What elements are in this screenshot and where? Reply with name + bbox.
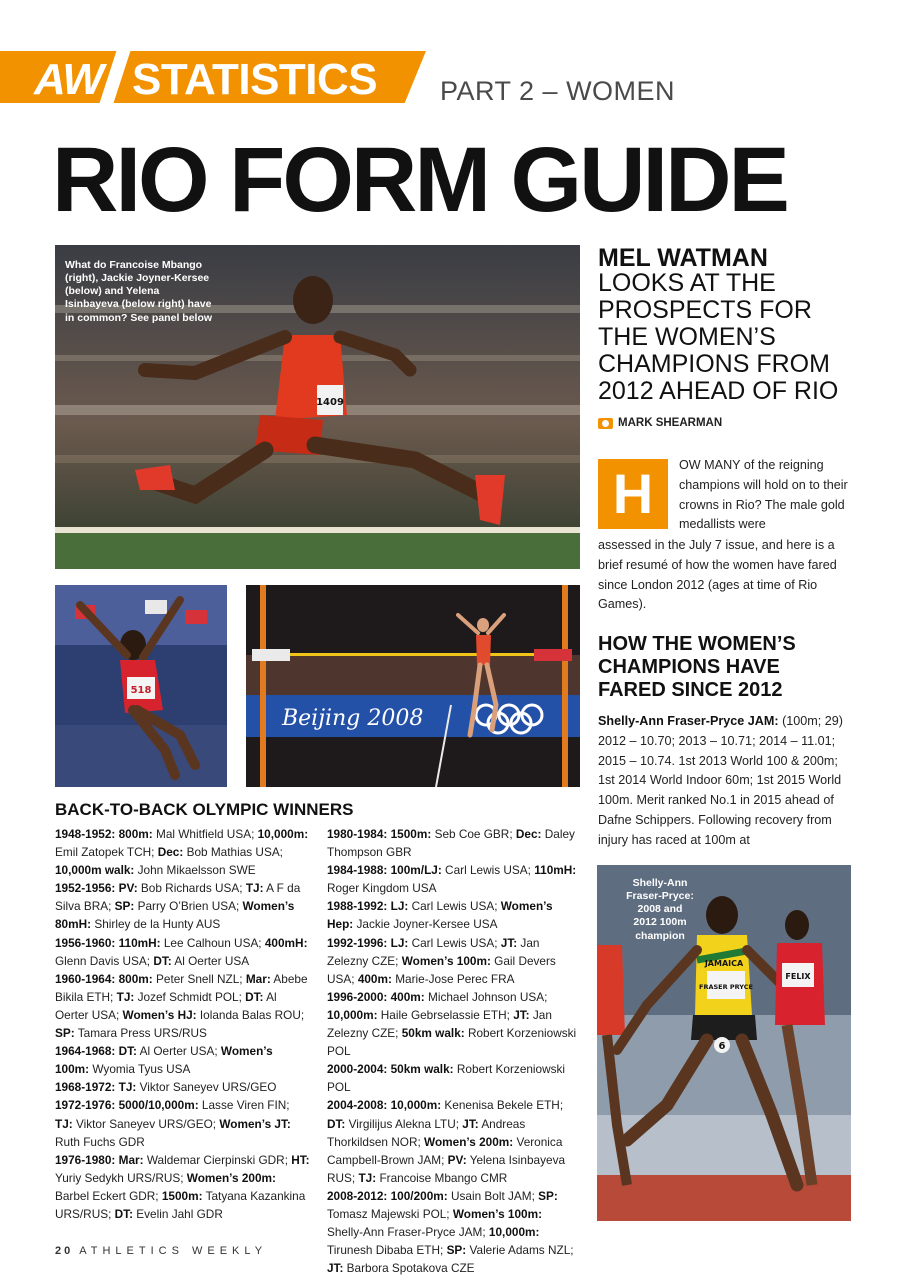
- page-footer: [55, 1245, 267, 1257]
- event-name: 1500m:: [390, 827, 432, 841]
- olympic-span-entry: [55, 825, 310, 879]
- olympic-span-entry: [55, 934, 310, 970]
- lane-number: 6: [718, 1041, 726, 1052]
- main-photo-mbango: [55, 245, 580, 569]
- olympic-span-years: 1948-1952:: [55, 827, 119, 841]
- winner-name: Lee Calhoun USA;: [160, 935, 265, 950]
- event-name: DT:: [114, 1206, 134, 1221]
- olympic-span-years: 2008-2012:: [327, 1188, 391, 1203]
- event-name: Women’s 200m:: [424, 1134, 514, 1149]
- main-photo-caption: What do Francoise Mbango (right), Jackie Joyner-Kersee (below) and Yelena Isinbayeva (below right) have in common? See panel below: [65, 259, 213, 324]
- event-name: 100m/LJ:: [390, 863, 442, 878]
- winner-name: Abebe Bikila ETH;: [55, 971, 308, 1004]
- event-name: 400m:: [357, 971, 392, 986]
- event-name: 100/200m:: [390, 1188, 448, 1203]
- winner-name: Tatyana Kazankina URS/RUS;: [55, 1188, 306, 1221]
- olympic-span-entry: [327, 988, 580, 1060]
- olympic-span-entry: [327, 897, 580, 933]
- mbango-bib: 1409: [316, 397, 344, 408]
- champion-details: (100m; 29) 2012 – 10.70; 2013 – 10.71; 2014 – 11.01; 2015 – 10.74. 1st 2013 World 100 & 200m; 1st 2014 World Indoor 60m; 1st 2015 World 100m. Merit ranked No.1 in 2015 ahead of Dafne Schippers. Following recovery from injury has raced at 100m at: [598, 714, 843, 847]
- event-name: LJ:: [390, 899, 409, 914]
- olympic-span-entry: [55, 1151, 310, 1223]
- olympic-span-years: 1968-1972:: [55, 1080, 119, 1095]
- brand-logo: AW: [34, 55, 103, 104]
- event-name: Women’s HJ:: [122, 1007, 197, 1022]
- back-to-back-left-column: [55, 825, 310, 1223]
- winner-name: Daley Thompson GBR: [327, 827, 575, 860]
- winner-name: Bob Richards USA;: [137, 881, 246, 896]
- event-name: Women’s 80mH:: [55, 899, 295, 932]
- olympic-span-years: 1992-1996:: [327, 935, 391, 950]
- olympic-span-entry: [327, 1096, 580, 1186]
- event-name: Women’s 100m:: [401, 953, 491, 968]
- winner-name: Al Oerter USA: [171, 953, 250, 968]
- olympic-span-years: 2004-2008:: [327, 1098, 391, 1113]
- intro-paragraph-end: assessed in the July 7 issue, and here is a brief resumé of how the women have fared since London 2012 (ages at time of Rio Games).: [598, 538, 837, 612]
- winner-name: Yelena Isinbayeva RUS;: [327, 1152, 566, 1185]
- olympic-span-entry: [55, 1096, 310, 1150]
- intro-paragraph-start: OW MANY of the reigning champions will hold on to their crowns in Rio? The male gold medallists were: [679, 458, 848, 532]
- winner-name: Veronica Campbell-Brown JAM;: [327, 1134, 563, 1167]
- olympic-span-entry: [55, 879, 310, 933]
- section-label: STATISTICS: [132, 55, 378, 104]
- event-name: DT:: [245, 989, 264, 1004]
- winner-name: Virgilijus Alekna LTU;: [345, 1116, 463, 1131]
- beijing-banner: Beijing 2008: [282, 706, 424, 731]
- olympic-span-years: 1960-1964:: [55, 971, 119, 986]
- winner-name: Parry O’Brien USA;: [134, 899, 243, 914]
- fraser-vest: JAMAICA: [704, 959, 744, 968]
- part-label: PART 2 – WOMEN: [440, 76, 676, 106]
- winner-name: Tomasz Majewski POL;: [327, 1206, 453, 1221]
- winner-name: Francoise Mbango CMR: [376, 1170, 508, 1185]
- publication-name: ATHLETICS WEEKLY: [79, 1245, 268, 1257]
- winner-name: Haile Gebrselassie ETH;: [377, 1007, 514, 1022]
- event-name: LJ:: [390, 935, 409, 950]
- standfirst: LOOKS AT THE PROSPECTS FOR THE WOMEN’S CHAMPIONS FROM 2012 AHEAD OF RIO: [598, 269, 839, 405]
- winner-name: Glenn Davis USA;: [55, 953, 154, 968]
- event-name: JT:: [500, 935, 518, 950]
- event-name: 110mH:: [118, 935, 161, 950]
- winner-name: Viktor Saneyev URS/GEO: [136, 1080, 277, 1095]
- winner-name: Peter Snell NZL;: [152, 971, 246, 986]
- winner-name: Bob Mathias USA;: [183, 845, 283, 860]
- olympic-span-entry: [327, 825, 580, 861]
- event-name: HT:: [291, 1152, 310, 1167]
- winner-name: Mal Whitfield USA;: [152, 827, 258, 841]
- event-name: TJ:: [358, 1170, 377, 1185]
- fraser-photo-caption: Shelly-Ann Fraser-Pryce: 2008 and 2012 100m champion: [626, 877, 694, 942]
- event-name: Dec:: [515, 827, 542, 841]
- back-to-back-heading: BACK-TO-BACK OLYMPIC WINNERS: [55, 800, 354, 819]
- winner-name: Tamara Press URS/RUS: [74, 1026, 207, 1041]
- event-name: DT:: [153, 953, 172, 968]
- event-name: 10,000m:: [327, 1007, 378, 1022]
- winner-name: Barbora Spotakova CZE: [343, 1261, 475, 1276]
- photo-isinbayeva: [246, 585, 580, 787]
- winner-name: Jackie Joyner-Kersee USA: [353, 917, 498, 932]
- event-name: TJ:: [55, 1116, 73, 1131]
- olympic-span-entry: [327, 861, 580, 897]
- winner-name: Robert Korzeniowski POL: [327, 1062, 566, 1095]
- event-name: 10,000m:: [488, 1225, 540, 1240]
- winner-name: John Mikaelsson SWE: [134, 863, 256, 878]
- event-name: Women’s JT:: [219, 1116, 291, 1131]
- fraser-bib: FRASER PRYCE: [699, 983, 753, 991]
- olympic-span-years: 1980-1984:: [327, 827, 391, 841]
- winner-name: Viktor Saneyev URS/GEO;: [72, 1116, 220, 1131]
- event-name: Dec:: [157, 845, 184, 860]
- event-name: 800m:: [118, 827, 153, 841]
- winner-name: Seb Coe GBR;: [431, 827, 516, 841]
- winner-name: Emil Zatopek TCH;: [55, 845, 158, 860]
- winner-name: Kenenisa Bekele ETH;: [441, 1098, 564, 1113]
- event-name: Women’s 100m:: [55, 1044, 273, 1077]
- photo-credit: [598, 417, 722, 429]
- event-name: Mar:: [118, 1152, 144, 1167]
- drop-cap: H: [598, 459, 668, 529]
- event-name: TJ:: [245, 881, 264, 896]
- winner-name: Lasse Viren FIN;: [198, 1098, 290, 1113]
- winner-name: Tirunesh Dibaba ETH;: [327, 1243, 447, 1258]
- olympic-span-years: 1988-1992:: [327, 899, 391, 914]
- author-name: MEL WATMAN: [598, 244, 768, 272]
- olympic-span-years: 1972-1976:: [55, 1098, 119, 1113]
- winner-name: Valerie Adams NZL;: [466, 1243, 574, 1258]
- event-name: JT:: [462, 1116, 479, 1131]
- event-name: 800m:: [118, 971, 153, 986]
- jjk-bib: 518: [130, 685, 152, 696]
- event-name: DT:: [118, 1044, 137, 1059]
- event-name: 10,000m:: [257, 827, 309, 841]
- winner-name: Carl Lewis USA;: [408, 935, 501, 950]
- event-name: JT:: [327, 1261, 344, 1276]
- event-name: Women’s 200m:: [186, 1170, 276, 1185]
- winner-name: Jozef Schmidt POL;: [134, 989, 246, 1004]
- olympic-span-entry: [327, 1060, 580, 1096]
- winner-name: Al Oerter USA;: [55, 989, 277, 1022]
- olympic-span-years: 1956-1960:: [55, 935, 119, 950]
- event-name: SP:: [114, 899, 135, 914]
- winner-name: Iolanda Balas ROU;: [196, 1007, 305, 1022]
- winner-name: Michael Johnson USA;: [424, 989, 548, 1004]
- winner-name: Barbel Eckert GDR;: [55, 1188, 162, 1203]
- event-name: 400m:: [390, 989, 425, 1004]
- olympic-span-entry: [327, 934, 580, 988]
- champions-heading: HOW THE WOMEN’S CHAMPIONS HAVE FARED SINCE 2012: [598, 633, 796, 701]
- winner-name: Wyomia Tyus USA: [89, 1062, 191, 1077]
- event-name: 10,000m:: [390, 1098, 442, 1113]
- winner-name: Waldemar Cierpinski GDR;: [143, 1152, 292, 1167]
- event-name: SP:: [55, 1026, 75, 1041]
- winner-name: Usain Bolt JAM;: [447, 1188, 539, 1203]
- olympic-span-years: 1984-1988:: [327, 863, 391, 878]
- event-name: Women’s Hep:: [327, 899, 553, 932]
- winner-name: Jan Zelezny CZE;: [327, 1007, 552, 1041]
- olympic-span-years: 1996-2000:: [327, 989, 391, 1004]
- photographer-name: MARK SHEARMAN: [618, 417, 723, 429]
- winner-name: Al Oerter USA;: [136, 1044, 221, 1059]
- photo-fraser-pryce: [597, 865, 851, 1221]
- champion-name: Shelly-Ann Fraser-Pryce JAM:: [598, 714, 779, 728]
- event-name: TJ:: [116, 989, 135, 1004]
- winner-name: Robert Korzeniowski POL: [327, 1026, 577, 1059]
- event-name: 50km walk:: [390, 1062, 454, 1077]
- champion-entry: [598, 712, 854, 851]
- olympic-span-years: 2000-2004:: [327, 1062, 391, 1077]
- back-to-back-right-column: [327, 825, 580, 1277]
- olympic-span-years: 1964-1968:: [55, 1044, 119, 1059]
- event-name: 110mH:: [534, 863, 577, 878]
- winner-name: Carl Lewis USA;: [408, 899, 501, 914]
- winner-name: Roger Kingdom USA: [327, 881, 437, 896]
- event-name: TJ:: [118, 1080, 137, 1095]
- winner-name: Andreas Thorkildsen NOR;: [327, 1116, 526, 1149]
- event-name: PV:: [447, 1152, 467, 1167]
- winner-name: Carl Lewis USA;: [441, 863, 535, 878]
- event-name: SP:: [446, 1243, 467, 1258]
- winner-name: Gail Devers USA;: [327, 953, 556, 986]
- winner-name: Shelly-Ann Fraser-Pryce JAM;: [327, 1225, 489, 1240]
- olympic-span-entry: [327, 1187, 580, 1277]
- olympic-span-years: 1952-1956:: [55, 881, 119, 896]
- page-title: RIO FORM GUIDE: [52, 129, 787, 231]
- felix-bib: FELIX: [785, 972, 811, 981]
- event-name: Mar:: [245, 971, 271, 986]
- event-name: DT:: [327, 1116, 346, 1131]
- photo-joyner-kersee: [55, 585, 227, 787]
- event-name: Women’s 100m:: [452, 1206, 543, 1221]
- event-name: PV:: [118, 881, 138, 896]
- event-name: 5000/10,000m:: [118, 1098, 199, 1113]
- winner-name: Yuriy Sedykh URS/RUS;: [55, 1170, 187, 1185]
- olympic-span-entry: [55, 970, 310, 1042]
- olympic-span-entry: [55, 1078, 310, 1096]
- winner-name: Ruth Fuchs GDR: [55, 1134, 145, 1149]
- winner-name: A F da Silva BRA;: [55, 881, 301, 914]
- event-name: SP:: [538, 1188, 558, 1203]
- event-name: JT:: [513, 1007, 530, 1022]
- olympic-span-years: 1976-1980:: [55, 1152, 119, 1167]
- event-name: 1500m:: [161, 1188, 203, 1203]
- winner-name: Shirley de la Hunty AUS: [91, 917, 221, 932]
- event-name: 400mH:: [264, 935, 308, 950]
- event-name: 10,000m walk:: [55, 863, 135, 878]
- olympic-span-entry: [55, 1042, 310, 1078]
- event-name: 50km walk:: [401, 1026, 465, 1041]
- camera-icon: [598, 418, 613, 429]
- winner-name: Marie-Jose Perec FRA: [391, 971, 515, 986]
- winner-name: Jan Zelezny CZE;: [327, 935, 540, 968]
- winner-name: Evelin Jahl GDR: [133, 1206, 223, 1221]
- page-number: 20: [55, 1245, 74, 1257]
